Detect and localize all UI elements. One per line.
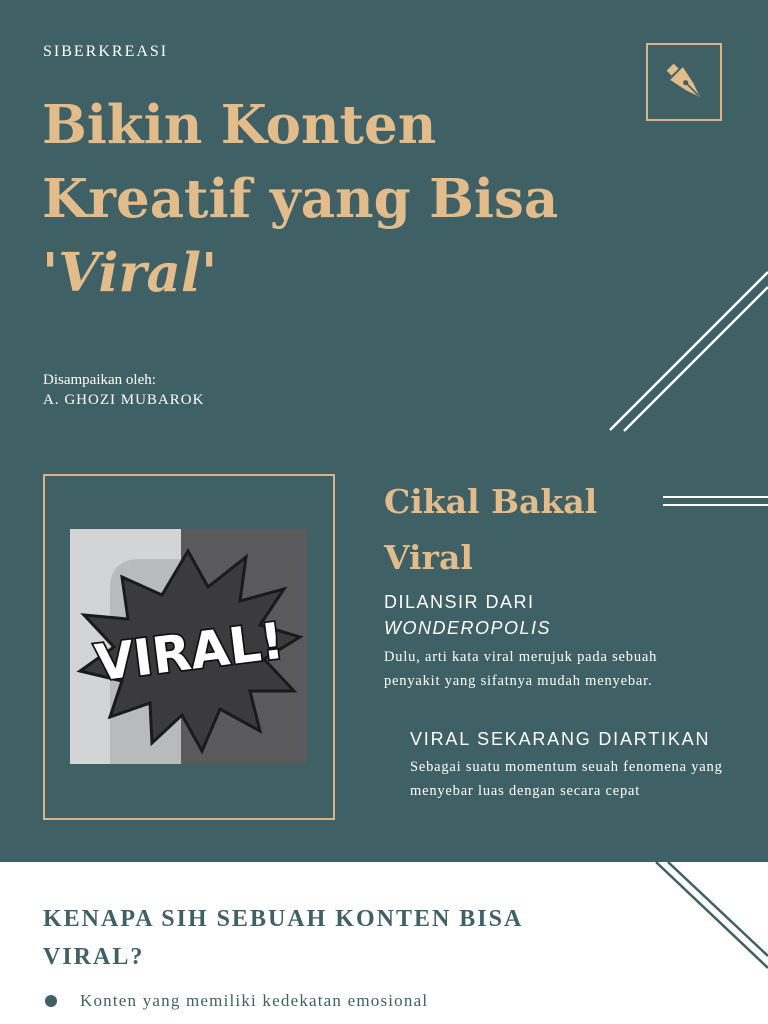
question-heading: KENAPA SIH SEBUAH KONTEN BISA VIRAL? (43, 906, 522, 970)
source-description: Dulu, arti kata viral merujuk pada sebuah penyakit yang sifatnya mudah menyebar. (384, 649, 658, 689)
title-line-2: Kreatif yang Bisa (42, 168, 559, 230)
title-quote-close: ' (200, 242, 218, 304)
viral-image (70, 529, 307, 764)
presenter-block (43, 370, 204, 410)
section-heading (384, 474, 644, 586)
section-heading-line-1: Cikal Bakal (384, 482, 598, 521)
double-rule-decoration (663, 495, 768, 509)
icon-frame (646, 43, 722, 121)
bullet-icon (45, 995, 57, 1007)
diagonal-lines-decoration (600, 262, 768, 432)
source-label: DILANSIR DARI (384, 592, 535, 612)
title-emphasis: Viral (58, 242, 201, 304)
list-item-text: Konten yang memiliki kedekatan emosional (80, 991, 429, 1010)
section-heading-line-2: Viral (384, 538, 473, 577)
reasons-list (43, 988, 428, 1014)
organization-label: SIBERKREASI (43, 43, 169, 60)
page-title (42, 88, 602, 310)
presenter-name: A. GHOZI MUBAROK (43, 392, 205, 408)
title-line-1: Bikin Konten (42, 94, 437, 156)
current-meaning-label: VIRAL SEKARANG DIARTIKAN (410, 729, 711, 749)
list-item (43, 988, 428, 1014)
diagonal-lines-decoration-bottom (650, 860, 768, 1024)
title-quote-open: ' (42, 242, 59, 304)
current-meaning-description: Sebagai suatu momentum seuah fenomena yang menyebar luas dengan secara cepat (410, 759, 723, 799)
presenter-label: Disampaikan oleh: (43, 372, 156, 388)
viral-image-caption: VIRAL! (91, 611, 287, 693)
pen-nib-icon (662, 59, 708, 105)
source-name: WONDEROPOLIS (384, 618, 552, 638)
